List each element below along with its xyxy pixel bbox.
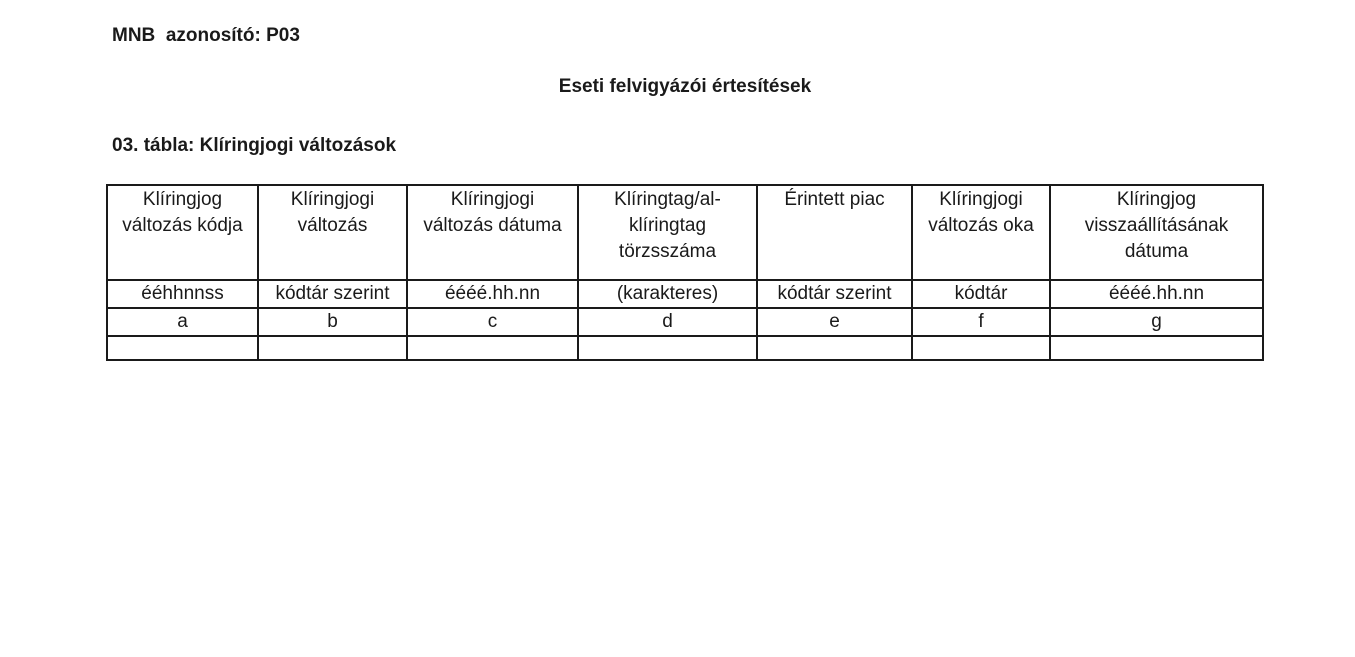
data-cell-f[interactable] bbox=[912, 336, 1050, 360]
empty-data-row bbox=[107, 336, 1263, 360]
header-line: Klíringjog bbox=[1116, 189, 1197, 210]
header-cell-e bbox=[757, 185, 912, 280]
format-cell-g: éééé.hh.nn bbox=[1050, 280, 1263, 308]
header-cell-f bbox=[912, 185, 1050, 280]
header-cell-b bbox=[258, 185, 407, 280]
header-line: változás oka bbox=[928, 215, 1034, 236]
header-line: változás kódja bbox=[122, 215, 243, 236]
header-line: dátuma bbox=[1124, 241, 1189, 262]
letter-cell-a: a bbox=[107, 308, 258, 336]
format-row bbox=[107, 280, 1263, 308]
clearing-rights-table bbox=[106, 184, 1264, 361]
format-cell-c: éééé.hh.nn bbox=[407, 280, 578, 308]
header-line: klíringtag bbox=[628, 215, 707, 236]
header-line: Klíringtag/al- bbox=[614, 189, 721, 210]
header-line: változás bbox=[297, 215, 368, 236]
header-line: visszaállításának bbox=[1084, 215, 1229, 236]
format-cell-a: ééhhnnss bbox=[107, 280, 258, 308]
header-cell-a bbox=[107, 185, 258, 280]
header-line: Klíringjog bbox=[142, 189, 223, 210]
data-cell-d[interactable] bbox=[578, 336, 757, 360]
mnb-identifier: MNB azonosító: P03 bbox=[112, 25, 300, 46]
header-cell-c bbox=[407, 185, 578, 280]
header-line: Klíringjogi bbox=[290, 189, 375, 210]
column-letter-row bbox=[107, 308, 1263, 336]
letter-cell-d: d bbox=[578, 308, 757, 336]
data-cell-e[interactable] bbox=[757, 336, 912, 360]
letter-cell-b: b bbox=[258, 308, 407, 336]
table-title: 03. tábla: Klíringjogi változások bbox=[112, 135, 397, 156]
letter-cell-c: c bbox=[407, 308, 578, 336]
data-cell-c[interactable] bbox=[407, 336, 578, 360]
header-line: törzsszáma bbox=[618, 241, 717, 262]
data-cell-b[interactable] bbox=[258, 336, 407, 360]
header-line: Klíringjogi bbox=[450, 189, 535, 210]
data-cell-a[interactable] bbox=[107, 336, 258, 360]
letter-cell-e: e bbox=[757, 308, 912, 336]
document-title: Eseti felvigyázói értesítések bbox=[558, 76, 812, 97]
letter-cell-g: g bbox=[1050, 308, 1263, 336]
header-line: változás dátuma bbox=[423, 215, 562, 236]
header-line: Érintett piac bbox=[784, 189, 885, 210]
header-line: Klíringjogi bbox=[939, 189, 1023, 210]
header-row bbox=[107, 185, 1263, 280]
format-cell-e: kódtár szerint bbox=[757, 280, 912, 308]
header-cell-g bbox=[1050, 185, 1263, 280]
format-cell-f: kódtár bbox=[912, 280, 1050, 308]
format-cell-b: kódtár szerint bbox=[258, 280, 407, 308]
format-cell-d: (karakteres) bbox=[578, 280, 757, 308]
header-cell-d bbox=[578, 185, 757, 280]
data-cell-g[interactable] bbox=[1050, 336, 1263, 360]
letter-cell-f: f bbox=[912, 308, 1050, 336]
